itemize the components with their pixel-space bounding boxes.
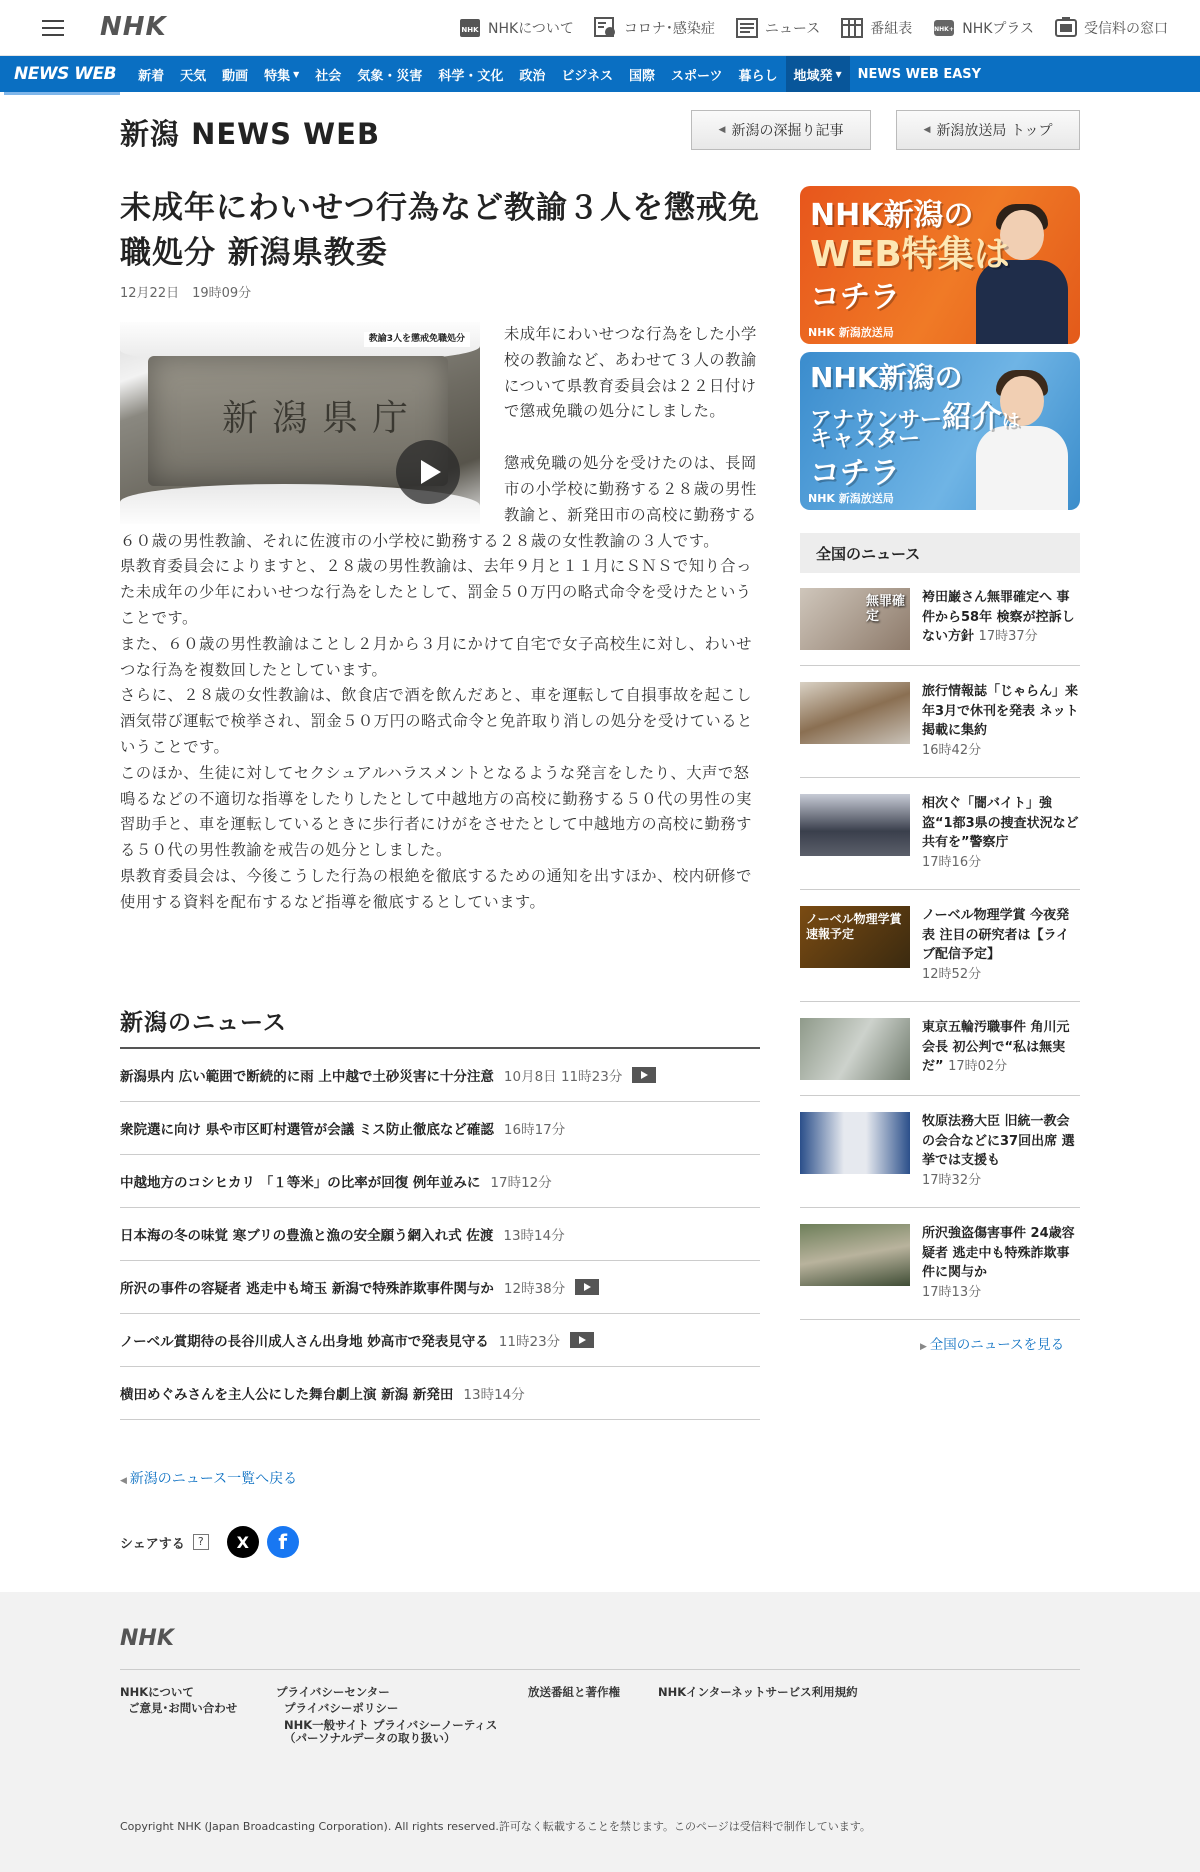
banner-line: コチラ xyxy=(810,280,900,315)
nav-label: 受信料の窓口 xyxy=(1084,21,1168,37)
news-list-item[interactable] xyxy=(120,1367,760,1420)
see-all-national-news-link[interactable] xyxy=(920,1333,1064,1353)
nav-label: NHKについて xyxy=(488,21,574,37)
station-header xyxy=(120,106,1080,154)
news-text xyxy=(922,906,1080,984)
news-title: 旅行情報誌「じゃらん」来年3月で休刊を発表 ネット掲載に集約 xyxy=(922,684,1079,738)
video-icon xyxy=(632,1067,656,1083)
program-guide-icon xyxy=(840,17,864,39)
footer-link-privacy-policy[interactable]: プライバシーポリシー xyxy=(284,1701,399,1715)
news-time: 10月8日 11時23分 xyxy=(503,1069,623,1085)
triangle-right-icon: ▶ xyxy=(920,1342,930,1352)
nav-label: ニュース xyxy=(764,21,821,37)
button-label: 新潟放送局 トップ xyxy=(936,123,1053,139)
reception-fee-icon xyxy=(1054,17,1078,39)
news-thumbnail xyxy=(800,588,910,650)
svg-text:NHK: NHK xyxy=(461,26,479,34)
article-title: 未成年にわいせつ行為など教諭３人を懲戒免職処分 新潟県教委 xyxy=(120,190,760,271)
banner-line: NHK新潟の xyxy=(810,198,974,233)
news-title: ノーベル賞期待の長谷川成人さん出身地 妙高市で発表見守る xyxy=(120,1334,489,1350)
cat-feature[interactable] xyxy=(256,56,307,92)
nhk-plus-icon xyxy=(932,17,956,39)
news-title: 相次ぐ「闇バイト」強盗“1都3県の捜査状況など共有を”警察庁 xyxy=(922,796,1079,850)
cat-life[interactable]: 暮らし xyxy=(738,68,778,84)
facebook-icon: f xyxy=(278,1530,288,1554)
thumb-text: 無罪確定 xyxy=(866,594,906,624)
article-video-thumbnail[interactable] xyxy=(120,322,480,524)
national-news-heading: 全国のニュース xyxy=(800,533,1080,573)
nav-nhk-plus[interactable] xyxy=(932,17,1034,39)
share-bar xyxy=(120,1526,299,1558)
cat-international[interactable]: 国際 xyxy=(628,68,655,84)
banner-word: は xyxy=(1002,411,1021,432)
news-title: 衆院選に向け 県や市区町村選管が会議 ミス防止徹底など確認 xyxy=(120,1122,494,1138)
news-title: ノーベル物理学賞 今夜発表 注目の研究者は【ライブ配信予定】 xyxy=(922,908,1070,962)
share-label: シェアする xyxy=(120,1536,185,1552)
image-caption: 教諭3人を懲戒免職処分 xyxy=(364,332,470,347)
cat-label: 地域発 xyxy=(793,68,833,84)
caret-down-icon: ▼ xyxy=(835,69,842,79)
national-news-item[interactable] xyxy=(800,1112,1080,1208)
nav-label: 番組表 xyxy=(870,21,913,37)
cat-new[interactable]: 新着 xyxy=(138,68,165,84)
banner-word: 紹介 xyxy=(942,400,1003,435)
cat-politics[interactable]: 政治 xyxy=(519,68,546,84)
station-title[interactable]: 新潟 NEWS WEB xyxy=(120,117,381,151)
article-paragraph: 懲戒免職の処分を受けたのは、長岡市の小学校に勤務する２８歳の男性教諭と、新発田市の高校に勤務する６０歳の男性教諭、それに佐渡市の小学校に勤務する２８歳の女性教諭の３人です。 xyxy=(120,454,757,550)
national-news-item[interactable] xyxy=(800,794,1080,890)
deep-dive-button[interactable] xyxy=(691,110,871,150)
cat-news-web-easy[interactable]: NEWS WEB EASY xyxy=(857,66,982,82)
news-time: 16時17分 xyxy=(503,1122,566,1138)
news-title: 袴田巌さん無罪確定へ 事件から58年 検察が控訴しない方針 xyxy=(922,590,1075,644)
footer-link-copyright[interactable]: 放送番組と著作権 xyxy=(528,1685,620,1699)
news-list-item[interactable] xyxy=(120,1102,760,1155)
site-header xyxy=(0,0,1200,56)
banner-line: NHK新潟の xyxy=(810,361,963,394)
web-feature-banner[interactable] xyxy=(800,186,1080,344)
news-list-item[interactable] xyxy=(120,1049,760,1102)
national-news-item[interactable] xyxy=(800,588,1080,666)
link-label: NHK一般サイト プライバシーノーティス xyxy=(284,1718,498,1732)
copyright-text: Copyright NHK (Japan Broadcasting Corporation). All rights reserved.許可なく転載することを禁じます。このページは受信料で制作しています。 xyxy=(120,1820,871,1833)
news-thumbnail xyxy=(800,794,910,856)
news-list-item[interactable] xyxy=(120,1208,760,1261)
news-title: 所沢の事件の容疑者 逃走中も埼玉 新潟で特殊詐欺事件関与か xyxy=(120,1281,494,1297)
nav-label: NHKプラス xyxy=(962,21,1034,37)
article-paragraph: 未成年にわいせつな行為をした小学校の教諭など、あわせて３人の教諭について県教育委員会は２２日付けで懲戒免職の処分にしました。 xyxy=(504,325,757,421)
footer-link-contact[interactable]: ご意見･お問い合わせ xyxy=(128,1701,238,1715)
news-time: 17時02分 xyxy=(948,1059,1008,1074)
link-label: （パーソナルデータの取り扱い） xyxy=(284,1731,456,1745)
news-title: 横田めぐみさんを主人公にした舞台劇上演 新潟 新発田 xyxy=(120,1387,454,1403)
menu-icon[interactable] xyxy=(40,15,66,41)
back-to-local-news-link[interactable] xyxy=(120,1468,297,1488)
video-icon xyxy=(570,1332,594,1348)
nhk-logo[interactable]: NHK xyxy=(100,12,167,42)
article xyxy=(120,186,760,911)
news-time: 17時12分 xyxy=(490,1175,552,1191)
footer-link-privacy-center[interactable]: プライバシーセンター xyxy=(276,1685,390,1699)
news-title: 日本海の冬の味覚 寒ブリの豊漁と漁の安全願う網入れ式 佐渡 xyxy=(120,1228,494,1244)
news-list-item[interactable] xyxy=(120,1155,760,1208)
facebook-share-button[interactable] xyxy=(267,1526,299,1558)
sign-text: 新潟県庁 xyxy=(222,398,423,439)
triangle-left-icon: ◀ xyxy=(120,1476,130,1486)
footer-link-about[interactable]: NHKについて xyxy=(120,1685,194,1699)
category-nav xyxy=(0,56,1200,92)
cat-video[interactable]: 動画 xyxy=(222,68,249,84)
nav-news[interactable] xyxy=(735,17,820,39)
news-title: 東京五輪汚職事件 角川元会長 初公判で“私は無実だ” xyxy=(922,1020,1070,1074)
footer-divider xyxy=(120,1669,1080,1670)
news-time: 13時14分 xyxy=(503,1228,565,1244)
news-time: 17時13分 xyxy=(922,1284,982,1300)
nav-reception-fee[interactable] xyxy=(1054,17,1168,39)
news-icon xyxy=(735,17,759,39)
virus-icon xyxy=(594,17,618,39)
news-time: 12時38分 xyxy=(503,1281,566,1297)
news-time: 17時37分 xyxy=(978,629,1038,644)
nhk-icon xyxy=(458,17,482,39)
x-share-button[interactable] xyxy=(227,1526,259,1558)
news-thumbnail xyxy=(800,682,910,744)
news-list-item[interactable] xyxy=(120,1261,760,1314)
banner-line: コチラ xyxy=(810,456,900,491)
article-date: 12月22日 19時09分 xyxy=(120,286,252,301)
play-icon[interactable] xyxy=(396,440,460,504)
article-paragraph: このほか、生徒に対してセクシュアルハラスメントとなるような発言をしたり、大声で怒鳴るなどの不適切な指導をしたりしたとして中越地方の高校に勤務する５０代の男性の実習助手と、車を運転しているときに歩行者にけがをさせたとして中越地方の高校に勤務する５０代の男性教諭を戒告の処分としました。 xyxy=(120,763,752,860)
news-text xyxy=(922,794,1080,872)
cat-science[interactable]: 科学・文化 xyxy=(438,68,504,84)
link-label: 新潟のニュース一覧へ戻る xyxy=(129,1471,298,1487)
news-time: 11時23分 xyxy=(498,1334,561,1350)
local-news xyxy=(120,1004,760,1420)
footer-nhk-logo[interactable]: NHK xyxy=(120,1626,174,1651)
cat-business[interactable]: ビジネス xyxy=(561,68,613,84)
news-title: 所沢強盗傷害事件 24歳容疑者 逃走中も特殊詐欺事件に関与か xyxy=(922,1226,1075,1280)
cat-society[interactable]: 社会 xyxy=(315,68,342,84)
footer-link-terms[interactable]: NHKインターネットサービス利用規約 xyxy=(658,1685,858,1699)
banner-footer: NHK 新潟放送局 xyxy=(808,492,894,505)
news-web-logo[interactable]: NEWS WEB xyxy=(0,56,130,92)
announcer-banner[interactable] xyxy=(800,352,1080,510)
banner-line: WEB特集は xyxy=(810,234,1010,275)
national-news-item[interactable] xyxy=(800,1018,1080,1096)
article-paragraph: また、６０歳の男性教諭はことし２月から３月にかけて自宅で女子高校生に対し、わいせつな行為を複数回したとしています。 xyxy=(120,634,752,679)
banner-line: キャスター xyxy=(810,427,921,452)
cat-regional[interactable] xyxy=(786,56,850,92)
thumb-text: ノーベル物理学賞 速報予定 xyxy=(806,912,902,941)
station-top-button[interactable] xyxy=(896,110,1080,150)
news-time: 12時52分 xyxy=(922,966,982,982)
news-title: 中越地方のコシヒカリ 「１等米」の比率が回復 例年並みに xyxy=(120,1175,481,1191)
news-time: 17時32分 xyxy=(922,1172,982,1188)
footer-link-privacy-notice[interactable] xyxy=(284,1719,497,1745)
button-label: 新潟の深掘り記事 xyxy=(731,123,844,139)
nav-corona[interactable] xyxy=(594,17,715,39)
top-nav xyxy=(458,0,1168,56)
cat-weather[interactable]: 天気 xyxy=(180,68,207,84)
nav-label: コロナ･感染症 xyxy=(623,21,715,37)
announcer-photo xyxy=(974,370,1070,510)
news-list-item[interactable] xyxy=(120,1314,760,1367)
news-thumbnail xyxy=(800,1112,910,1174)
triangle-left-icon: ◀ xyxy=(923,125,931,135)
footer xyxy=(0,1592,1200,1872)
nav-nhk-about[interactable] xyxy=(458,17,574,39)
national-news-item[interactable] xyxy=(800,1224,1080,1320)
cat-disaster[interactable]: 気象・災害 xyxy=(357,68,423,84)
news-text xyxy=(922,682,1080,760)
link-label: 全国のニュースを見る xyxy=(929,1337,1065,1353)
banner-word: アナウンサー xyxy=(810,408,943,433)
national-news-item[interactable] xyxy=(800,682,1080,778)
local-news-heading: 新潟のニュース xyxy=(120,1004,760,1049)
article-paragraph: さらに、２８歳の女性教諭は、飲食店で酒を飲んだあと、車を運転して自損事故を起こし酒気帯び運転で検挙され、罰金５０万円の略式命令と免許取り消しの処分を受けているということです。 xyxy=(120,686,753,756)
news-text xyxy=(922,1224,1080,1302)
article-paragraph: 県教育委員会は、今後こうした行為の根絶を徹底するための通知を出すほか、校内研修で使用する資料を配布するなど指導を徹底するとしています。 xyxy=(120,866,752,911)
svg-text:NHK+: NHK+ xyxy=(934,26,955,33)
news-time: 13時14分 xyxy=(463,1387,525,1403)
video-icon xyxy=(575,1279,599,1295)
banner-footer: NHK 新潟放送局 xyxy=(808,326,894,339)
news-title: 牧原法務大臣 旧統一教会の会合などに37回出席 選挙では支援も xyxy=(922,1114,1075,1168)
national-news-item[interactable] xyxy=(800,906,1080,1002)
news-thumbnail xyxy=(800,1018,910,1080)
news-time: 17時16分 xyxy=(922,854,982,870)
news-title: 新潟県内 広い範囲で断続的に雨 上中越で土砂災害に十分注意 xyxy=(120,1069,494,1085)
news-text xyxy=(922,588,1080,647)
news-time: 16時42分 xyxy=(922,742,982,758)
cat-label: 特集 xyxy=(264,68,291,84)
nav-program-guide[interactable] xyxy=(840,17,912,39)
help-icon[interactable]: ? xyxy=(193,1534,209,1550)
cat-sports[interactable]: スポーツ xyxy=(671,68,723,84)
news-thumbnail xyxy=(800,906,910,968)
triangle-left-icon: ◀ xyxy=(718,125,726,135)
news-thumbnail xyxy=(800,1224,910,1286)
news-text xyxy=(922,1018,1080,1077)
caret-down-icon: ▼ xyxy=(293,69,300,79)
x-icon: X xyxy=(236,1532,249,1552)
article-paragraph: 県教育委員会によりますと、２８歳の男性教諭は、去年９月と１１月にＳＮＳで知り合った未成年の少年にわいせつな行為をしたとして、罰金５０万円の略式命令を受けたということです。 xyxy=(120,557,752,627)
news-text xyxy=(922,1112,1080,1190)
